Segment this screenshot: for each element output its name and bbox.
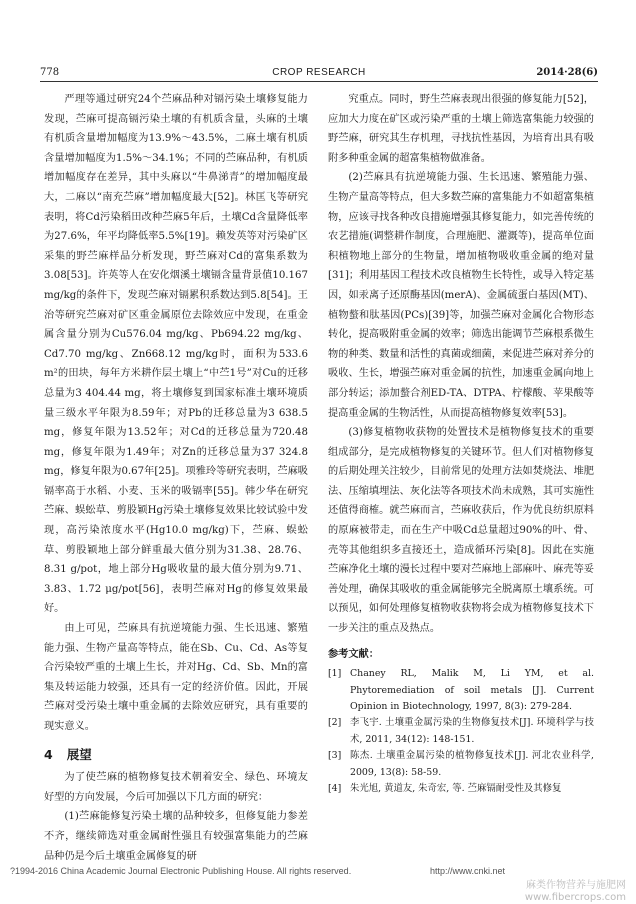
reference-text: 李飞宇. 土壤重金属污染的生物修复技术[J]. 环境科学与技术, 2011, 34(12): 148-151. (350, 717, 594, 745)
reference-number: [1] (328, 668, 342, 680)
section-heading (44, 745, 308, 765)
right-column (328, 90, 594, 797)
watermark-line: www.fibercrops.com (524, 892, 626, 903)
reference-text: 朱光旭, 黄道友, 朱奇宏, 等. 苎麻镉耐受性及其修复 (350, 783, 562, 795)
reference-number: [4] (328, 783, 342, 795)
footer-url[interactable]: http://www.cnki.net (430, 866, 506, 876)
page-number: 778 (40, 67, 60, 78)
copyright-notice: ?1994-2016 China Academic Journal Electronic Publishing House. All rights reserved. (10, 866, 352, 876)
body-paragraph: 严理等通过研究24个苎麻品种对镉污染土壤修复能力发现，苎麻可提高镉污染土壤的有机质含量，头麻的土壤有机质含量增加幅度为13.9%～43.5%，二麻土壤有机质含量增加幅度为1.5%～34.1%；不同的苎麻品种，有机质增加幅度存在差异，其中头麻以“牛鼻涕青”的增加幅度最大，二麻以“南充苎麻”增加幅度最大[52]。林匡飞等研究表明，将Cd污染稻田改种苎麻5年后，土壤Cd含量降低率为27.6%，年平均降低率5.5%[19]。赖发英等对污染矿区采集的野苎麻样品分析发现，野苎麻对Cd的富集系数为3.08[53]。许英等人在安化烟溪土壤镉含量背景值10.167 mg/kg的条件下，发现苎麻对镉累积系数达到5.8[54]。王治等研究苎麻对矿区重金属原位去除效应中发现，在重金属含量分别为Cu576.04 mg/kg、Pb694.22 mg/kg、Cd7.70 mg/kg、Zn668.12 mg/kg时，面积为533.6 m²的田块，每年方米耕作层土壤上“中苎1号”对Cu的迁移总量为3 404.44 mg，将土壤修复到国家标准土壤环境质量三级水平年限为8.59年；对Pb的迁移总量为3 638.5 mg，修复年限为13.52年；对Cd的迁移总量为720.48 mg，修复年限为1.49年；对Zn的迁移总量为37 324.8 mg，修复年限为0.67年[25]。项雅玲等研究表明，苎麻吸镉率高于水稻、小麦、玉米的吸镉率[55]。韩少华在研究苎麻、蜈蚣草、剪股颖Hg污染土壤修复效果比较试验中发现，高污染浓度水平(Hg10.0 mg/kg)下，苎麻、蜈蚣草、剪股颖地上部分鲜重最大值分别为31.38、28.76、8.31 g/pot，地上部分Hg吸收量的最大值分别为9.71、3.83、1.72 μg/pot[56]，表明苎麻对Hg的修复效果最好。 (44, 94, 308, 615)
left-column (44, 90, 308, 866)
watermark (525, 880, 626, 904)
body-paragraph: 由上可见，苎麻具有抗逆境能力强、生长迅速、繁殖能力强、生物产量高等特点，能在Sb、Cu、Cd、As等复合污染较严重的土壤上生长，并对Hg、Cd、Sb、Mn的富集及转运能力较强，还具有一定的经济价值。因此，开展苎麻对受污染土壤中重金属的去除效应研究，具有重要的现实意义。 (44, 623, 308, 732)
reference-item (328, 748, 594, 781)
body-paragraph: (3)修复植物收获物的处置技术是植物修复技术的重要组成部分，是完成植物修复的关键环节。但人们对植物修复的后期处理关注较少，目前常见的处理方法如焚烧法、堆肥法、压缩填埋法、灰化法等各项技术尚未成熟，其可实施性还值得商榷。就苎麻而言，苎麻收获后，作为优良纺织原料的原麻被带走，而在生产中吸Cd总量超过90%的叶、骨、壳等其他组织多直接还土，造成循环污染[8]。因此在实施苎麻净化土壤的漫长过程中要对苎麻地上部麻叶、麻壳等妥善处理，确保其吸收的重金属能够完全脱离原土壤系统。可以预见，如何处理修复植物收获物将会成为植物修复技术下一步关注的重点及热点。 (328, 427, 594, 635)
reference-item (328, 781, 594, 797)
journal-name: CROP RESEARCH (272, 67, 366, 78)
reference-text: Chaney RL, Malik M, Li YM, et al. Phytoremediation of soil metals [J]. Current Opinion in Biotechnology, 1997, 8(3): 279-284. (350, 668, 594, 713)
watermark-line: 麻类作物营养与施肥网 (526, 880, 626, 891)
body-paragraph: 究重点。同时，野生苎麻表现出很强的修复能力[52]，应加大力度在矿区或污染严重的土壤上筛选富集能力较强的野苎麻，研究其生存机理，寻找抗性基因，为培育出具有吸附多种重金属的超富集植物做准备。 (328, 94, 594, 164)
section-title: 展望 (66, 746, 92, 762)
reference-list (328, 666, 594, 797)
reference-item (328, 715, 594, 748)
reference-number: [3] (328, 750, 342, 762)
section-number: 4 (44, 746, 53, 762)
page-header (40, 63, 598, 82)
references-heading: 参考文献： (328, 648, 379, 660)
reference-item (328, 666, 594, 715)
body-paragraph: (1)苎麻能修复污染土壤的品种较多，但修复能力参差不齐，继续筛选对重金属耐性强且有较强富集能力的苎麻品种仍是今后土壤重金属修复的研 (44, 811, 308, 862)
journal-issue: 2014·28(6) (536, 67, 598, 78)
body-paragraph: (2)苎麻具有抗逆境能力强、生长迅速、繁殖能力强、生物产量高等特点，但大多数苎麻的富集能力不如超富集植物，应该寻找各种改良措施增强其修复能力，如完善传统的农艺措施(调整耕作制度，合理施肥、灌溉等)，提高单位面积植物地上部分的生物量，增加植物吸收重金属的绝对量[31]；利用基因工程技术改良植物生长特性，或导入特定基因，如汞离子还原酶基因(merA)、金属硫蛋白基因(MT)、植物螯和肽基因(PCs)[39]等，加强苎麻对金属化合物形态转化，提高吸附重金属的效率；筛选出能调节苎麻根系微生物的种类、数量和活性的真菌或细菌，来促进苎麻对养分的吸收、生长，增强苎麻对重金属的抗性，加速重金属向地上部分转运；添加螯合剂ED-TA、DTPA、柠檬酸、苹果酸等提高重金属的生物活性，从而提高植物修复效率[53]。 (328, 172, 594, 419)
body-paragraph: 为了使苎麻的植物修复技术朝着安全、绿色、环境友好型的方向发展，今后可加强以下几方面的研究： (44, 772, 308, 803)
reference-text: 陈杰. 土壤重金属污染的植物修复技术[J]. 河北农业科学, 2009, 13(8): 58-59. (350, 750, 594, 778)
reference-number: [2] (328, 717, 342, 729)
